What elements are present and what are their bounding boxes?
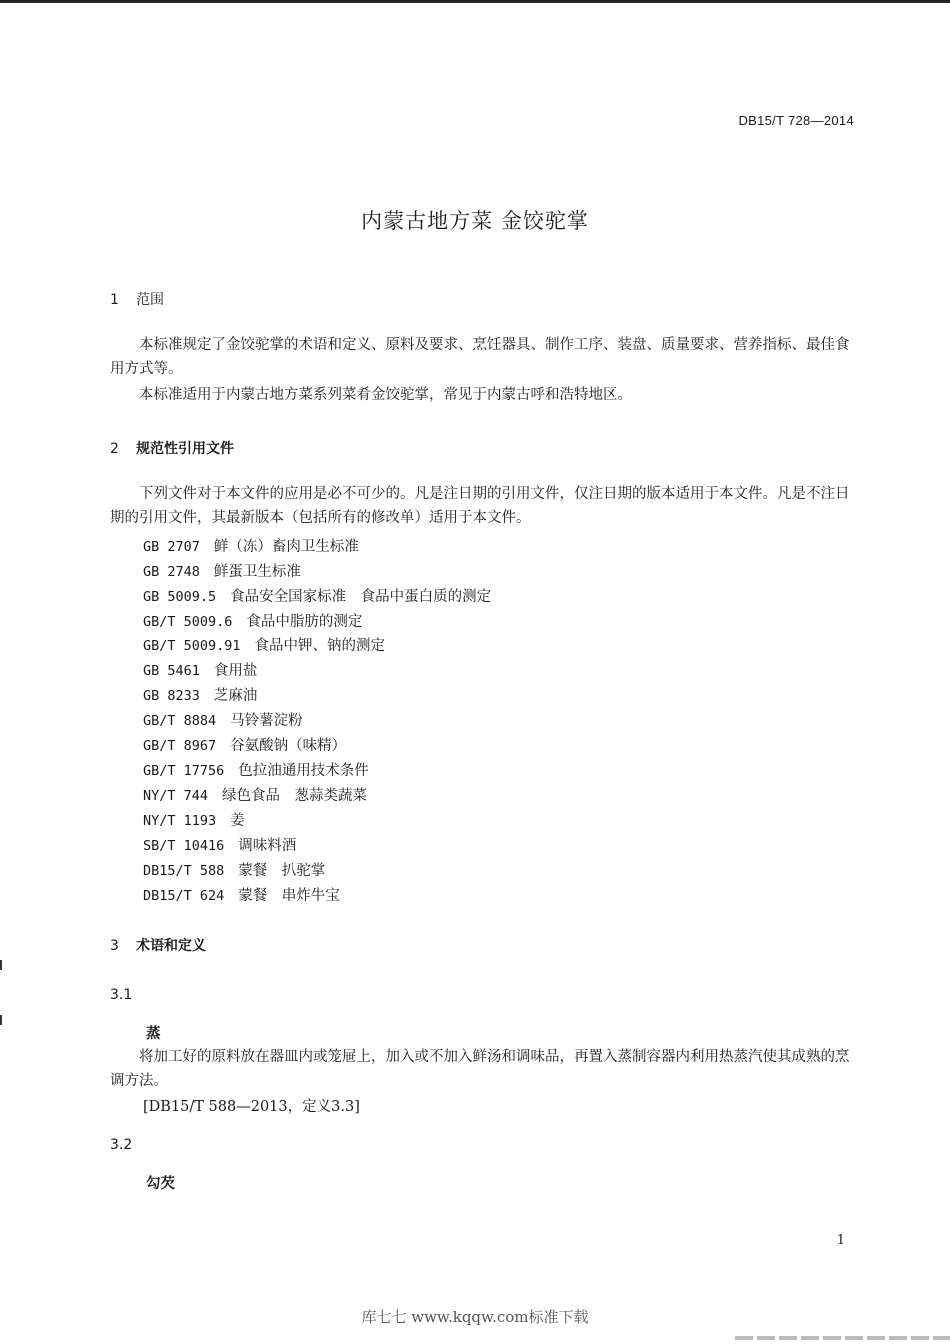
- section-number: 3: [110, 938, 119, 954]
- watermark-text: 库七七 www.kqqw.com标准下载: [361, 1308, 589, 1326]
- section-title: 规范性引用文件: [136, 441, 234, 457]
- term-name: 蒸: [146, 1026, 161, 1042]
- reference-name: 鲜（冻）畜肉卫生标准: [213, 539, 359, 555]
- reference-code: DB15/T 624: [143, 888, 225, 904]
- reference-code: GB 2748: [143, 564, 200, 580]
- reference-item: [143, 734, 346, 755]
- reference-name: 食品中脂肪的测定: [246, 614, 363, 630]
- term-number: 3.2: [110, 1137, 133, 1153]
- reference-name: 调味料酒: [238, 838, 297, 854]
- section-title: 范围: [136, 292, 164, 308]
- reference-name: 马铃薯淀粉: [230, 713, 303, 729]
- reference-item: [143, 684, 257, 705]
- reference-code: GB 5461: [143, 663, 200, 679]
- reference-code: GB/T 5009.6: [143, 614, 233, 630]
- reference-item: [143, 834, 296, 855]
- reference-code: GB/T 8884: [143, 713, 217, 729]
- reference-item: [143, 610, 362, 631]
- section-number: 2: [110, 441, 119, 457]
- reference-name: 色拉油通用技术条件: [238, 763, 369, 779]
- section-1-heading: [110, 289, 164, 309]
- reference-item: [143, 759, 369, 780]
- scan-edge-mark: [0, 960, 2, 970]
- reference-name: 食品安全国家标准 食品中蛋白质的测定: [230, 589, 492, 605]
- reference-code: DB15/T 588: [143, 863, 225, 879]
- reference-code: NY/T 1193: [143, 813, 217, 829]
- reference-item: [143, 634, 385, 655]
- section-2-heading: [110, 438, 234, 458]
- reference-item: [143, 859, 325, 880]
- reference-name: 姜: [230, 813, 245, 829]
- term-number: 3.1: [110, 987, 133, 1003]
- reference-item: [143, 659, 257, 680]
- reference-name: 食品中钾、钠的测定: [254, 638, 386, 654]
- term-definition: 将加工好的原料放在器皿内或笼屉上，加入或不加入鲜汤和调味品，再置入蒸制容器内利用热蒸汽使其成熟的烹调方法。: [110, 1049, 850, 1089]
- reference-name: 绿色食品 葱蒜类蔬菜: [222, 788, 368, 804]
- term-name: 勾芡: [146, 1176, 175, 1192]
- scan-edge-mark: [0, 1015, 2, 1025]
- reference-name: 芝麻油: [213, 688, 258, 704]
- top-border-line: [0, 0, 950, 3]
- scope-paragraph-2: 本标准适用于内蒙古地方菜系列菜肴金饺驼掌，常见于内蒙古呼和浩特地区。: [139, 387, 632, 403]
- reference-code: GB 2707: [143, 539, 200, 555]
- reference-name: 鲜蛋卫生标准: [213, 564, 301, 580]
- reference-code: GB 8233: [143, 688, 200, 704]
- reference-name: 蒙餐 串炸牛宝: [238, 888, 340, 904]
- reference-code: SB/T 10416: [143, 838, 225, 854]
- reference-code: GB 5009.5: [143, 589, 217, 605]
- document-code: DB15/T 728—2014: [738, 113, 854, 128]
- reference-name: 食用盐: [213, 663, 258, 679]
- reference-name: 谷氨酸钠（味精）: [230, 738, 347, 754]
- scope-paragraph-1: 本标准规定了金饺驼掌的术语和定义、原料及要求、烹饪器具、制作工序、装盘、质量要求、营养指标、最佳食用方式等。: [110, 337, 850, 377]
- reference-code: GB/T 17756: [143, 763, 225, 779]
- term-source: [DB15/T 588—2013，定义3.3]: [143, 1099, 360, 1115]
- section-number: 1: [110, 292, 119, 308]
- reference-item: [143, 560, 301, 581]
- page-number: 1: [836, 1233, 845, 1248]
- references-intro: 下列文件对于本文件的应用是必不可少的。凡是注日期的引用文件，仅注日期的版本适用于本文件。凡是不注日期的引用文件，其最新版本（包括所有的修改单）适用于本文件。: [110, 486, 850, 526]
- reference-code: GB/T 8967: [143, 738, 217, 754]
- section-title: 术语和定义: [136, 938, 206, 954]
- reference-item: [143, 709, 303, 730]
- reference-item: [143, 884, 340, 905]
- reference-code: GB/T 5009.91: [143, 638, 241, 654]
- reference-item: [143, 585, 491, 606]
- reference-item: [143, 535, 359, 556]
- document-title: 内蒙古地方菜 金饺驼掌: [361, 209, 589, 233]
- scan-bottom-strip: [735, 1336, 950, 1340]
- section-3-heading: [110, 935, 206, 955]
- reference-item: [143, 784, 367, 805]
- reference-item: [143, 809, 245, 830]
- reference-code: NY/T 744: [143, 788, 209, 804]
- reference-name: 蒙餐 扒驼掌: [238, 863, 326, 879]
